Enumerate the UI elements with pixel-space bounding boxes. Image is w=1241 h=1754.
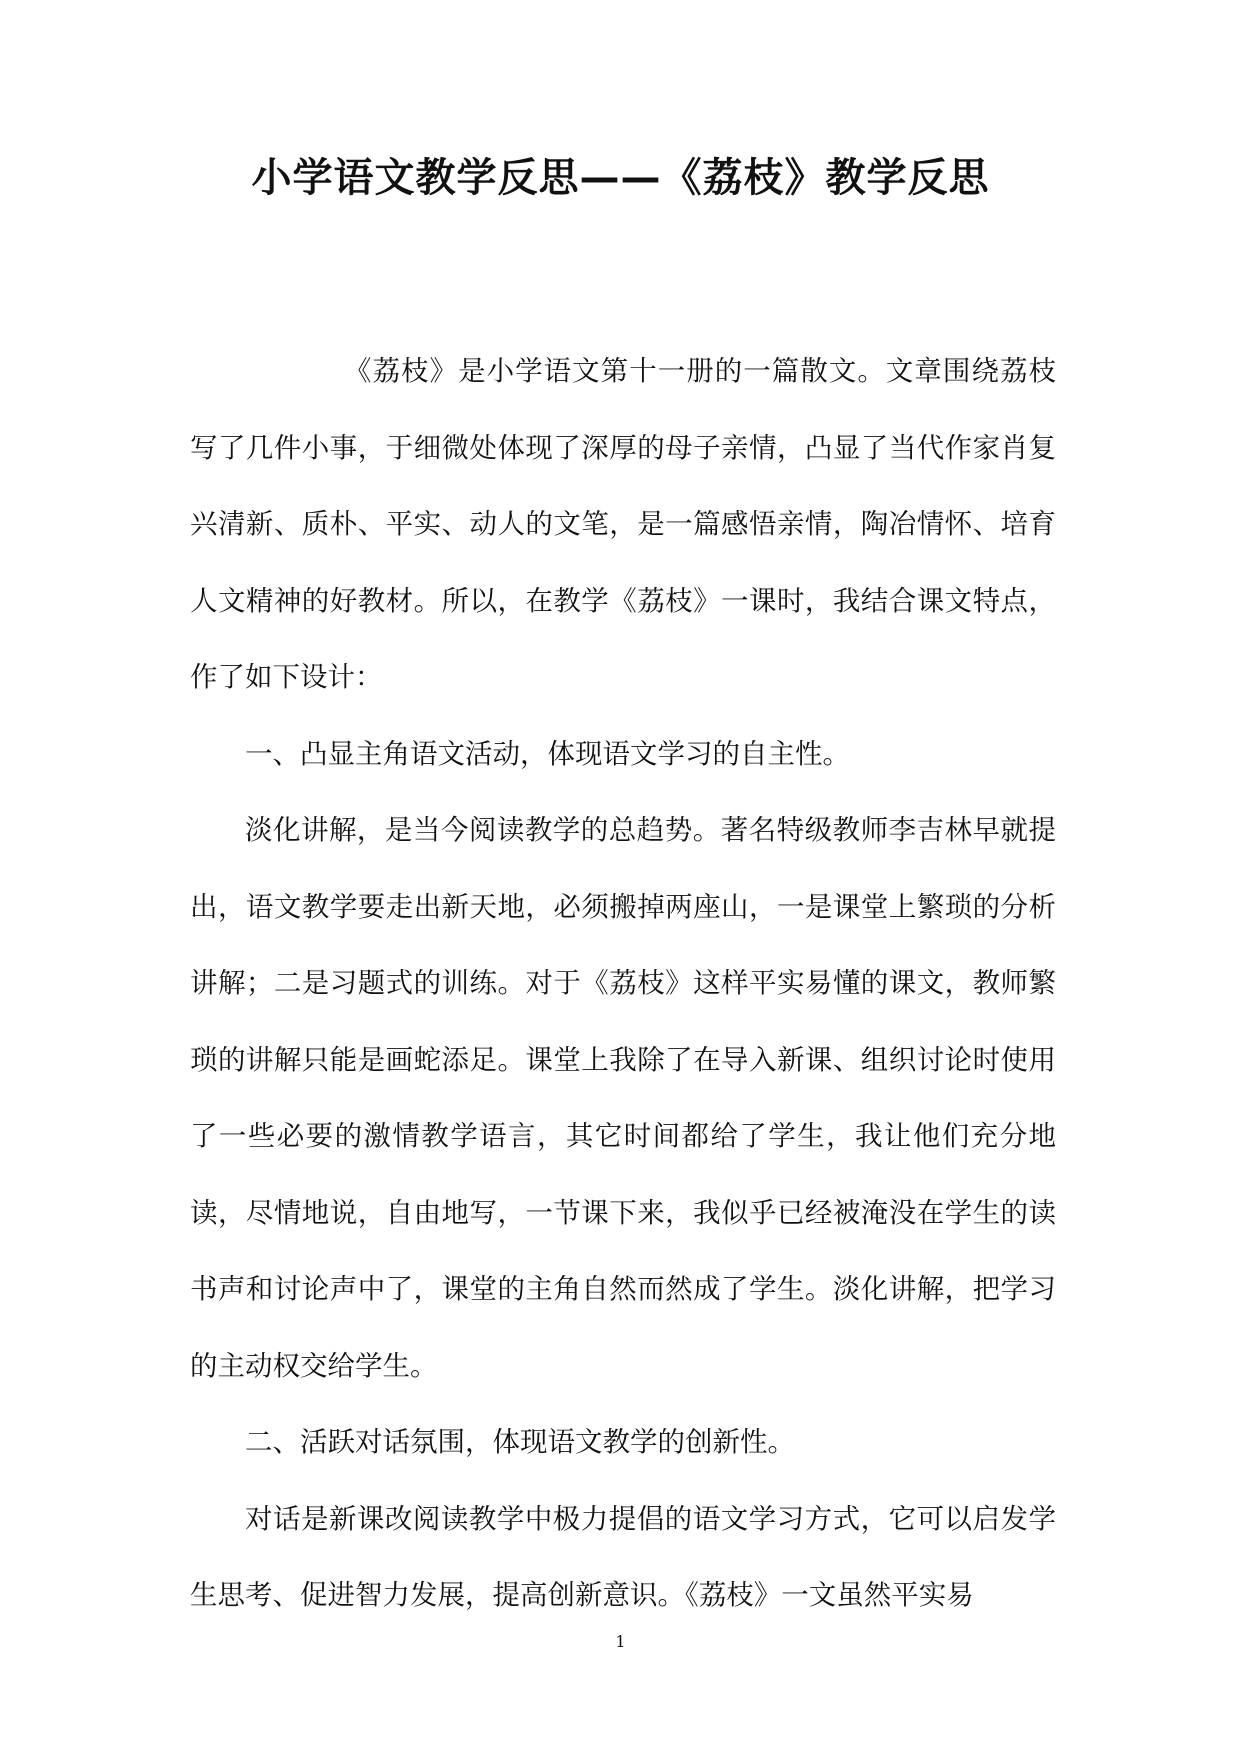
paragraph-intro: 《荔枝》是小学语文第十一册的一篇散文。文章围绕荔枝写了几件小事，于细微处体现了深厚的母子亲情，凸显了当代作家肖复兴清新、质朴、平实、动人的文笔，是一篇感悟亲情，陶冶情怀、培育人文精神的好教材。所以，在教学《荔枝》一课时，我结合课文特点，作了如下设计： xyxy=(190,355,1056,693)
paragraph-section-1: 淡化讲解，是当今阅读教学的总趋势。著名特级教师李吉林早就提出，语文教学要走出新天地，必须搬掉两座山，一是课堂上繁琐的分析讲解；二是习题式的训练。对于《荔枝》这样平实易懂的课文，教师繁琐的讲解只能是画蛇添足。课堂上我除了在导入新课、组织讨论时使用了一些必要的激情教学语言，其它时间都给了学生，我让他们充分地读，尽情地说，自由地写，一节课下来，我似乎已经被淹没在学生的读书声和讨论声中了，课堂的主角自然而然成了学生。淡化讲解，把学习的主动权交给学生。 xyxy=(190,814,1056,1382)
section-heading-1: 一、凸显主角语文活动，体现语文学习的自主性。 xyxy=(245,737,850,770)
page-number: 1 xyxy=(615,1632,626,1651)
paragraph-section-2: 对话是新课改阅读教学中极力提倡的语文学习方式，它可以启发学生思考、促进智力发展，提高创新意识。《荔枝》一文虽然平实易 xyxy=(190,1502,1056,1611)
section-heading-2: 二、活跃对话氛围，体现语文教学的创新性。 xyxy=(245,1426,795,1458)
document-body xyxy=(190,333,1056,1634)
document-title: 小学语文教学反思——《荔枝》教学反思 xyxy=(251,155,990,201)
